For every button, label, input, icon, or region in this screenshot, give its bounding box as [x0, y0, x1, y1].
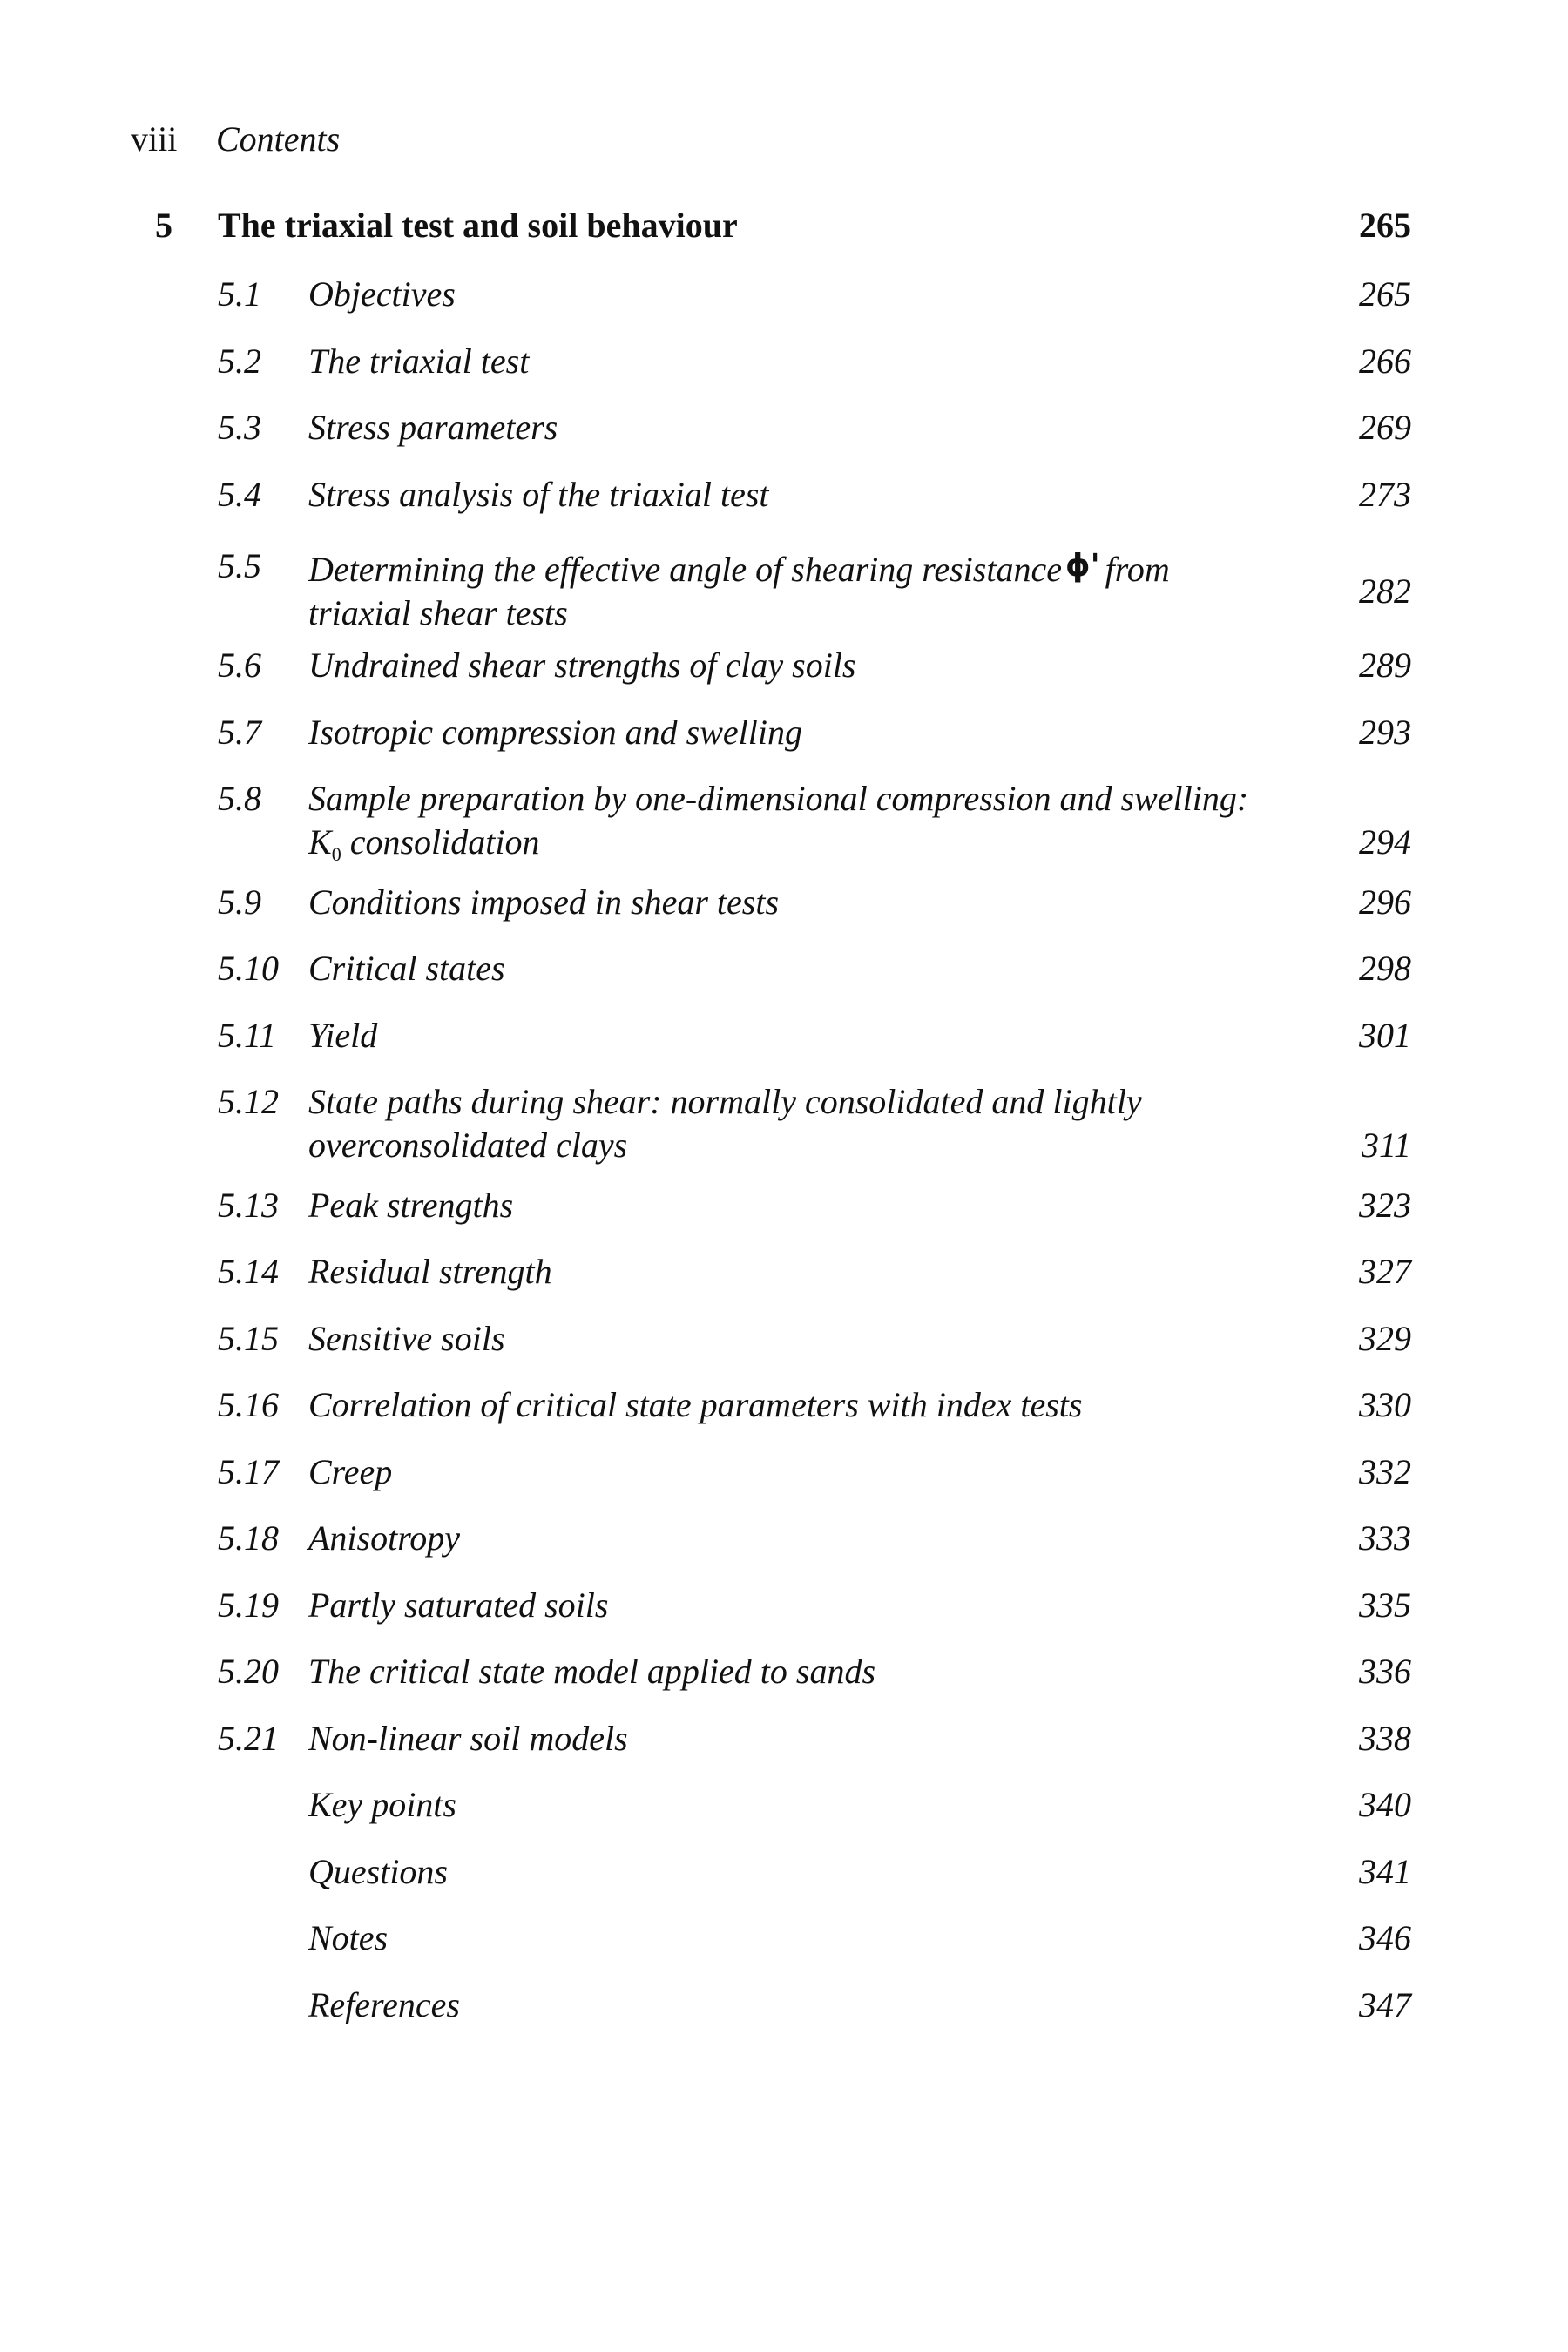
section-number: 5.14	[218, 1252, 279, 1291]
phi-prime-symbol: ϕ'	[1064, 548, 1100, 584]
section-title: Sensitive soils	[308, 1318, 505, 1358]
toc-entry	[0, 711, 1568, 778]
toc-entry	[0, 340, 1568, 407]
chapter-page-number: 265	[1359, 206, 1411, 245]
chapter-number: 5	[155, 206, 172, 245]
toc-entry-key-points	[0, 1783, 1568, 1850]
section-title: Sample preparation by one-dimensional compression and swelling: $K_0$ consolidation	[308, 779, 1249, 865]
chapter-heading	[131, 204, 1411, 247]
section-page-number: 298	[1359, 949, 1411, 988]
section-page-number: 333	[1359, 1518, 1411, 1558]
section-number: 5.21	[218, 1718, 279, 1758]
section-title: Key points	[308, 1785, 456, 1824]
section-title: Creep	[308, 1451, 393, 1491]
section-title: Questions	[308, 1851, 448, 1891]
running-head	[131, 118, 340, 160]
section-number: 5.1	[218, 274, 261, 314]
section-page-number: 340	[1359, 1785, 1411, 1824]
toc-entry	[0, 1717, 1568, 1784]
toc-entry	[0, 1080, 1568, 1184]
section-title: Determining the effective angle of shearing resistance ϕ' from triaxial shear tests	[308, 539, 1319, 635]
subscript-zero: 0	[331, 843, 341, 865]
section-page-number: 289	[1359, 645, 1411, 685]
toc-entry	[0, 1517, 1568, 1584]
chapter-title: The triaxial test and soil behaviour	[218, 206, 738, 245]
section-title: State paths during shear: normally consolidated and lightly overconsolidated clays	[308, 1082, 1142, 1165]
section-number: 5.7	[218, 712, 261, 752]
toc-entry	[0, 1650, 1568, 1717]
section-page-number: 330	[1359, 1385, 1411, 1424]
section-number: 5.9	[218, 882, 261, 922]
section-title: Stress analysis of the triaxial test	[308, 474, 769, 514]
toc-entry	[0, 777, 1568, 881]
section-page-number: 347	[1359, 1984, 1411, 2024]
section-title: Isotropic compression and swelling	[308, 712, 803, 752]
section-page-number: 336	[1359, 1652, 1411, 1691]
section-title: Partly saturated soils	[308, 1585, 609, 1625]
section-page-number: 341	[1359, 1851, 1411, 1891]
section-page-number: 269	[1359, 408, 1411, 447]
toc-entry	[0, 947, 1568, 1014]
section-number: 5.12	[218, 1082, 279, 1121]
section-number: 5.3	[218, 408, 261, 447]
toc-entry	[0, 406, 1568, 473]
section-page-number: 338	[1359, 1718, 1411, 1758]
section-number: 5.19	[218, 1585, 279, 1625]
section-number: 5.11	[218, 1015, 277, 1055]
toc-entry-references	[0, 1984, 1568, 2051]
section-number: 5.13	[218, 1185, 279, 1225]
section-page-number: 293	[1359, 712, 1411, 752]
section-title: Peak strengths	[308, 1185, 514, 1225]
section-page-number: 311	[1361, 1125, 1411, 1165]
section-page-number: 294	[1359, 822, 1411, 862]
section-page-number: 327	[1359, 1252, 1411, 1291]
toc-entry	[0, 1250, 1568, 1317]
section-title: Correlation of critical state parameters with index tests	[308, 1385, 1083, 1424]
running-head-title: Contents	[216, 119, 341, 159]
section-number: 5.10	[218, 949, 279, 988]
section-page-number: 323	[1359, 1185, 1411, 1225]
section-number: 5.15	[218, 1318, 279, 1358]
section-number: 5.2	[218, 341, 261, 381]
section-page-number: 265	[1359, 274, 1411, 314]
toc-entry	[0, 881, 1568, 948]
toc-entry	[0, 1317, 1568, 1384]
section-title: References	[308, 1984, 460, 2024]
section-title: Residual strength	[308, 1252, 552, 1291]
section-page-number: 335	[1359, 1585, 1411, 1625]
toc-entry-questions	[0, 1850, 1568, 1917]
toc-entry	[0, 1383, 1568, 1450]
section-page-number: 266	[1359, 341, 1411, 381]
toc-entry	[0, 273, 1568, 340]
toc-entry	[0, 1184, 1568, 1251]
section-number: 5.8	[218, 779, 261, 818]
page-folio: viii	[131, 119, 178, 159]
section-page-number: 346	[1359, 1918, 1411, 1957]
section-number: 5.20	[218, 1652, 279, 1691]
section-page-number: 329	[1359, 1318, 1411, 1358]
section-number: 5.4	[218, 474, 261, 514]
section-title: Yield	[308, 1015, 378, 1055]
toc-entry	[0, 1014, 1568, 1081]
section-title: Undrained shear strengths of clay soils	[308, 645, 856, 685]
section-title: Conditions imposed in shear tests	[308, 882, 780, 922]
section-page-number: 301	[1359, 1015, 1411, 1055]
section-number: 5.17	[218, 1451, 279, 1491]
toc-entry	[0, 1584, 1568, 1651]
section-number: 5.16	[218, 1385, 279, 1424]
toc-entry-notes	[0, 1916, 1568, 1984]
toc-entry	[0, 1450, 1568, 1517]
toc-entries	[0, 273, 1568, 2050]
section-page-number: 282	[1359, 571, 1411, 611]
section-page-number: 296	[1359, 882, 1411, 922]
section-title: Objectives	[308, 274, 456, 314]
section-title: Critical states	[308, 949, 505, 988]
section-title: The critical state model applied to sands	[308, 1652, 876, 1691]
section-title: Stress parameters	[308, 408, 558, 447]
section-page-number: 332	[1359, 1451, 1411, 1491]
section-number: 5.5	[218, 546, 261, 585]
section-title: Non-linear soil models	[308, 1718, 628, 1758]
section-title: Notes	[308, 1918, 389, 1957]
toc-entry	[0, 644, 1568, 711]
section-number: 5.18	[218, 1518, 279, 1558]
toc-entry	[0, 539, 1568, 644]
toc-entry	[0, 473, 1568, 540]
section-number: 5.6	[218, 645, 261, 685]
section-title: Anisotropy	[308, 1518, 461, 1558]
section-page-number: 273	[1359, 474, 1411, 514]
section-title: The triaxial test	[308, 341, 530, 381]
